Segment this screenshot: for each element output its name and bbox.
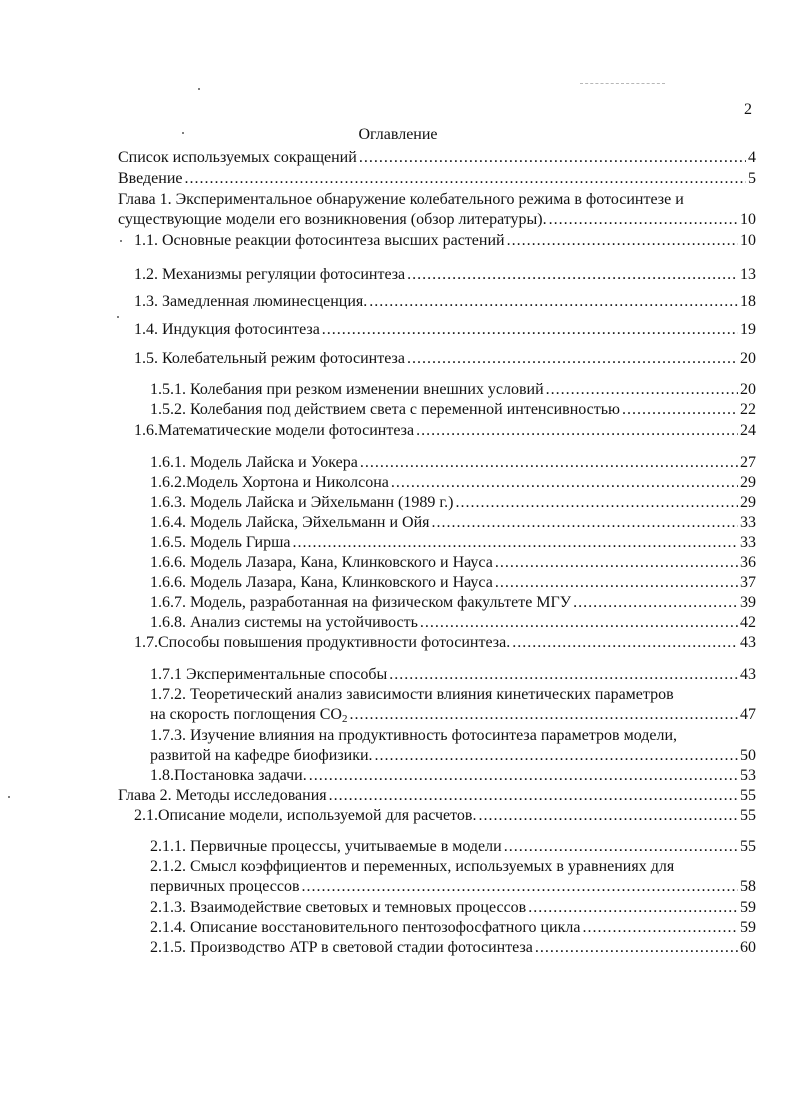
toc-entry[interactable] xyxy=(150,766,756,786)
toc-entry-label-text: 1.5. Колебательный режим фотосинтеза xyxy=(134,350,405,367)
dot-leader xyxy=(407,349,738,369)
toc-entry-label xyxy=(150,533,291,553)
dot-leader xyxy=(455,493,738,513)
toc-entry-page: 55 xyxy=(740,787,756,804)
dot-leader xyxy=(528,898,738,918)
toc-entry-page: 5 xyxy=(748,170,756,187)
toc-entry[interactable] xyxy=(134,265,756,285)
toc-entry-label-text: 1.6.4. Модель Лайска, Эйхельманн и Ойя xyxy=(150,514,430,531)
toc-entry[interactable] xyxy=(150,553,756,573)
dot-leader xyxy=(622,400,738,420)
dot-leader xyxy=(495,573,738,593)
toc-entry-label xyxy=(118,148,357,168)
toc-entry-label-text: Глава 2. Методы исследования xyxy=(118,787,327,804)
toc-entry[interactable] xyxy=(150,513,756,533)
toc-entry[interactable] xyxy=(150,685,756,725)
toc-entry-label-text: 1.2. Механизмы регуляции фотосинтеза xyxy=(134,266,406,283)
toc-title: Оглавление xyxy=(358,126,438,143)
scan-speck xyxy=(120,240,122,242)
toc-entry-page: 37 xyxy=(740,574,756,591)
toc-entry-label xyxy=(134,349,405,369)
toc-entry-label xyxy=(134,421,414,441)
toc-entry-label xyxy=(150,705,347,725)
toc-entry-page: 33 xyxy=(740,514,756,531)
toc-entry-label xyxy=(150,898,526,918)
toc-entry-label xyxy=(150,613,418,633)
toc-entry-label xyxy=(150,473,389,493)
toc-entry-page: 27 xyxy=(740,454,756,471)
toc-entry-label-text: существующие модели его возникновения (обзор литературы). xyxy=(118,211,547,228)
toc-entry-page: 55 xyxy=(740,807,756,824)
toc-entry-page: 33 xyxy=(740,534,756,551)
toc-entry-label xyxy=(150,938,533,958)
toc-entry-first-line: Глава 1. Экспериментальное обнаружение колебательного режима в фотосинтезе и xyxy=(118,191,684,208)
dot-leader xyxy=(416,421,738,441)
toc-entry[interactable] xyxy=(118,169,756,189)
dot-leader xyxy=(432,513,738,533)
toc-entry-page: 59 xyxy=(740,919,756,936)
toc-entry-page: 20 xyxy=(740,381,756,398)
toc-entry-label xyxy=(134,292,367,312)
toc-entry-page: 60 xyxy=(740,939,756,956)
toc-entry-label xyxy=(150,453,358,473)
toc-entry[interactable] xyxy=(134,806,756,826)
toc-entry[interactable] xyxy=(134,349,756,369)
scan-speck xyxy=(8,796,10,798)
toc-entry-page: 43 xyxy=(740,634,756,651)
toc-entry-label-text: 1.5.2. Колебания под действием света с переменной интенсивностью xyxy=(150,401,620,418)
toc-entry-page: 55 xyxy=(740,838,756,855)
scan-speck xyxy=(198,88,200,90)
dot-leader xyxy=(420,613,738,633)
toc-entry-page: 10 xyxy=(740,211,756,228)
toc-entry-label xyxy=(150,513,430,533)
dot-leader xyxy=(512,633,738,653)
toc-entry-page: 36 xyxy=(740,554,756,571)
toc-entry-label-text: 1.3. Замедленная люминесценция. xyxy=(134,293,368,310)
toc-entry-label xyxy=(118,169,183,189)
toc-entry-label-text: 1.6.3. Модель Лайска и Эйхельманн (1989 г.) xyxy=(150,494,454,511)
toc-entry-page: 50 xyxy=(740,747,756,764)
dot-leader xyxy=(369,292,738,312)
toc-entry[interactable] xyxy=(150,453,756,473)
toc-entry-page: 43 xyxy=(740,666,756,683)
toc-entry[interactable] xyxy=(150,726,756,766)
toc-entry-label-text: 2.1.3. Взаимодействие световых и темновых процессов xyxy=(150,899,527,916)
dot-leader xyxy=(185,169,747,189)
toc-entry[interactable] xyxy=(134,633,756,653)
toc-entry-page: 29 xyxy=(740,494,756,511)
dot-leader xyxy=(546,380,738,400)
toc-entry[interactable] xyxy=(134,320,756,340)
toc-entry[interactable] xyxy=(150,400,756,420)
toc-entry-label xyxy=(134,231,505,251)
dot-leader xyxy=(359,148,746,168)
toc-entry-label xyxy=(150,877,300,897)
toc-entry-label xyxy=(150,837,502,857)
toc-entry-label-text: 1.6.Математические модели фотосинтеза xyxy=(134,422,415,439)
toc-entry[interactable] xyxy=(150,665,756,685)
dot-leader xyxy=(329,786,738,806)
toc-entry-page: 13 xyxy=(740,266,756,283)
dot-leader xyxy=(360,453,738,473)
toc-entry-label-text: 2.1.4. Описание восстановительного пентозофосфатного цикла xyxy=(150,919,581,936)
toc-entry-page: 19 xyxy=(740,321,756,338)
toc-entry-label-text: 1.6.7. Модель, разработанная на физическом факультете МГУ xyxy=(150,594,572,611)
toc-entry-page: 39 xyxy=(740,594,756,611)
dot-leader xyxy=(573,593,738,613)
toc-entry-label xyxy=(150,918,580,938)
toc-entry[interactable] xyxy=(150,533,756,553)
toc-entry[interactable] xyxy=(150,493,756,513)
toc-entry[interactable] xyxy=(118,148,756,168)
dot-leader xyxy=(549,210,738,230)
toc-entry-label-text: 1.8.Постановка задачи. xyxy=(150,767,307,784)
toc-entry[interactable] xyxy=(134,292,756,312)
scan-artifact xyxy=(580,83,665,87)
toc-entry-label-text: 1.5.1. Колебания при резком изменении внешних условий xyxy=(150,381,544,398)
toc-entry-page: 10 xyxy=(740,232,756,249)
dot-leader xyxy=(293,533,738,553)
toc-entry-label xyxy=(150,493,453,513)
toc-entry[interactable] xyxy=(150,380,756,400)
page-number: 2 xyxy=(744,101,752,118)
toc-entry-label xyxy=(134,265,405,285)
toc-entry-label xyxy=(150,593,571,613)
toc-entry-label-text: 2.1.Описание модели, используемой для расчетов. xyxy=(134,807,477,824)
toc-entry-label xyxy=(150,553,493,573)
toc-entry-page: 47 xyxy=(740,706,756,723)
dot-leader xyxy=(507,231,738,251)
toc-entry[interactable] xyxy=(150,573,756,593)
toc-entry-label-text: первичных процессов xyxy=(150,878,300,895)
dot-leader xyxy=(309,766,738,786)
toc-entry-label xyxy=(150,573,493,593)
toc-entry-label-text: Введение xyxy=(118,170,183,187)
toc-entry-label-text: 1.6.6. Модель Лазара, Кана, Клинковского и Науса xyxy=(150,574,493,591)
dot-leader xyxy=(407,265,738,285)
toc-entry-label-text: 2.1.1. Первичные процессы, учитываемые в модели xyxy=(150,838,502,855)
toc-entry-page: 42 xyxy=(740,614,756,631)
dot-leader xyxy=(535,938,738,958)
scan-speck xyxy=(117,316,119,318)
toc-entry-page: 29 xyxy=(740,474,756,491)
dot-leader xyxy=(504,837,738,857)
dot-leader xyxy=(582,918,738,938)
toc-entry[interactable] xyxy=(150,938,756,958)
toc-entry-label xyxy=(150,746,373,766)
toc-entry-label-text: 1.6.1. Модель Лайска и Уокера xyxy=(150,454,358,471)
dot-leader xyxy=(391,473,738,493)
toc-entry-label-text: 1.6.2.Модель Хортона и Николсона xyxy=(150,474,389,491)
toc-entry-first-line: 1.7.2. Теоретический анализ зависимости влияния кинетических параметров xyxy=(150,686,674,703)
toc-entry-first-line: 1.7.3. Изучение влияния на продуктивность фотосинтеза параметров модели, xyxy=(150,727,678,744)
toc-entry-label-text: 1.7.Способы повышения продуктивности фотосинтеза. xyxy=(134,634,511,651)
toc-entry-page: 53 xyxy=(740,767,756,784)
toc-entry-page: 22 xyxy=(740,401,756,418)
toc-entry[interactable] xyxy=(150,593,756,613)
toc-entry-page: 24 xyxy=(740,422,756,439)
toc-entry-label xyxy=(134,633,510,653)
toc-entry-page: 20 xyxy=(740,350,756,367)
dot-leader xyxy=(349,705,738,725)
toc-entry-page: 58 xyxy=(740,878,756,895)
toc-entry-label-text: на скорость поглощения CO xyxy=(150,706,342,723)
dot-leader xyxy=(495,553,738,573)
toc-entry-label xyxy=(118,786,327,806)
toc-entry-page: 59 xyxy=(740,899,756,916)
dot-leader xyxy=(375,746,738,766)
toc-entry-label xyxy=(150,766,307,786)
subscript: 2 xyxy=(341,713,348,725)
dot-leader xyxy=(478,806,738,826)
toc-entry-page: 18 xyxy=(740,293,756,310)
toc-entry-label xyxy=(150,400,620,420)
toc-entry-label xyxy=(150,665,387,685)
toc-entry-label xyxy=(118,210,547,230)
toc-entry-label xyxy=(134,806,476,826)
toc-entry-label-text: 1.6.6. Модель Лазара, Кана, Клинковского и Науса xyxy=(150,554,493,571)
dot-leader xyxy=(322,320,738,340)
toc-entry-label-text: 1.4. Индукция фотосинтеза xyxy=(134,321,320,338)
toc-entry-label-text: 1.7.1 Экспериментальные способы xyxy=(150,666,388,683)
toc-entry-label-text: 2.1.5. Производство ATP в световой стадии фотосинтеза xyxy=(150,939,533,956)
toc-entry[interactable] xyxy=(150,918,756,938)
toc-entry[interactable] xyxy=(150,837,756,857)
toc-entry-label-text: Список используемых сокращений xyxy=(118,149,357,166)
toc-entry[interactable] xyxy=(134,421,756,441)
toc-entry-label-text: 1.1. Основные реакции фотосинтеза высших растений xyxy=(134,232,505,249)
toc-entry-label-text: 1.6.8. Анализ системы на устойчивость xyxy=(150,614,418,631)
toc-entry-label xyxy=(150,380,544,400)
dot-leader xyxy=(302,877,738,897)
toc-entry[interactable] xyxy=(150,473,756,493)
toc-entry[interactable] xyxy=(150,613,756,633)
toc-entry-label-text: 1.6.5. Модель Гирша xyxy=(150,534,291,551)
toc-entry[interactable] xyxy=(150,857,756,897)
toc-entry-label xyxy=(134,320,320,340)
dot-leader xyxy=(389,665,738,685)
toc-entry[interactable] xyxy=(118,786,756,806)
toc-entry[interactable] xyxy=(134,231,756,251)
toc-entry[interactable] xyxy=(150,898,756,918)
toc-entry-page: 4 xyxy=(748,149,756,166)
toc-entry-label-text: развитой на кафедре биофизики. xyxy=(150,747,373,764)
toc-entry-first-line: 2.1.2. Смысл коэффициентов и переменных, используемых в уравнениях для xyxy=(150,858,675,875)
toc-entry[interactable] xyxy=(118,190,756,230)
